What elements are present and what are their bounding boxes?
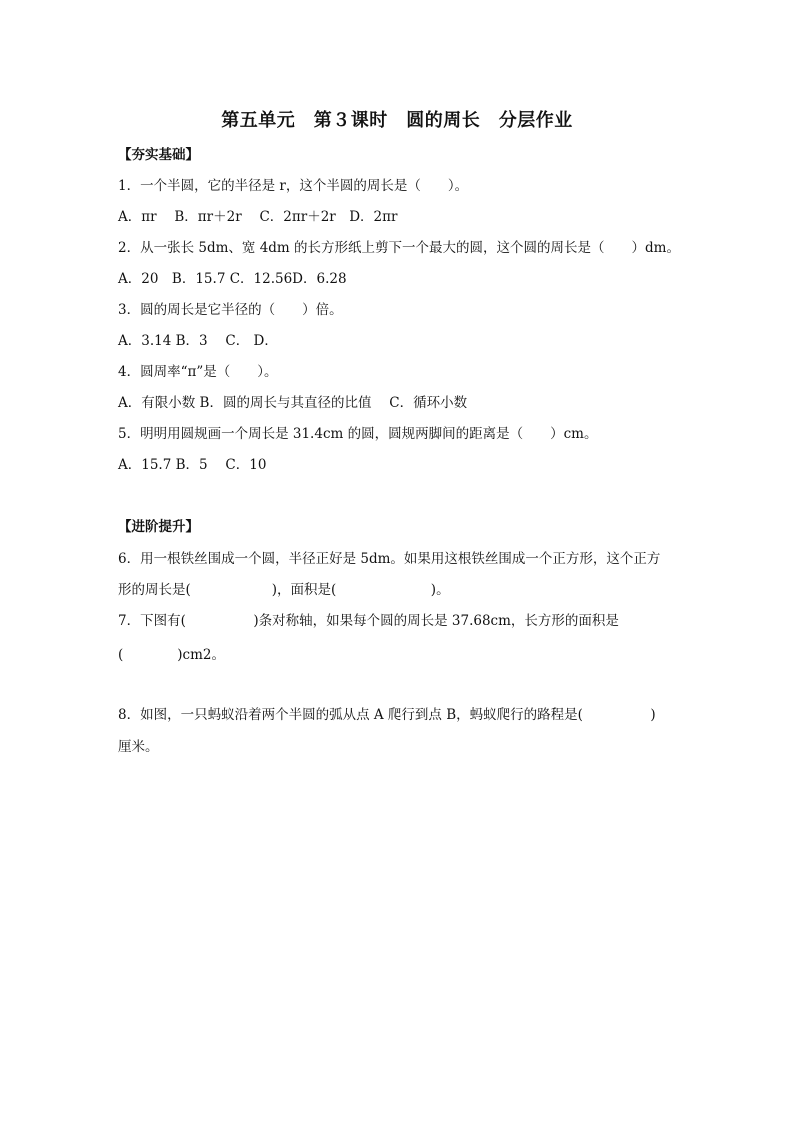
question-3: 3．圆的周长是它半径的（ ）倍。 <box>118 302 343 318</box>
question-3-options: A．3.14 B．3 C． D． <box>118 333 278 349</box>
question-7-line-1: 7．下图有( )条对称轴，如果每个圆的周长是 37.68cm，长方形的面积是 <box>118 613 619 629</box>
question-2: 2．从一张长 5dm、宽 4dm 的长方形纸上剪下一个最大的圆，这个圆的周长是（ ）dm。 <box>118 240 680 256</box>
question-8-line-2: 厘米。 <box>118 739 159 755</box>
section-basic: 【夯实基础】 <box>118 147 199 163</box>
section-advanced: 【进阶提升】 <box>118 519 199 535</box>
question-5: 5．明明用圆规画一个周长是 31.4cm 的圆，圆规两脚间的距离是（ ）cm。 <box>118 426 598 442</box>
question-6-line-1: 6．用一根铁丝围成一个圆，半径正好是 5dm。如果用这根铁丝围成一个正方形，这个正方 <box>118 551 661 567</box>
question-2-options: A．20 B．15.7 C．12.56D．6.28 <box>118 271 347 287</box>
question-8-line-1: 8．如图，一只蚂蚁沿着两个半圆的弧从点 A 爬行到点 B，蚂蚁爬行的路程是( ) <box>118 707 656 723</box>
question-4: 4．圆周率“π”是（ ）。 <box>118 364 278 380</box>
question-7-line-2: ( )cm2。 <box>118 647 225 663</box>
question-1: 1．一个半圆，它的半径是 r，这个半圆的周长是（ ）。 <box>118 178 469 194</box>
page-title: 第五单元 第３课时 圆的周长 分层作业 <box>221 110 573 131</box>
question-4-options: A．有限小数 B．圆的周长与其直径的比值 C．循环小数 <box>118 395 468 411</box>
question-6-line-2: 形的周长是( )，面积是( )。 <box>118 582 450 598</box>
question-5-options: A．15.7 B．5 C．10 <box>118 457 267 473</box>
question-1-options: A．πr B．πr＋2r C．2πr＋2r D．2πr <box>118 209 398 225</box>
